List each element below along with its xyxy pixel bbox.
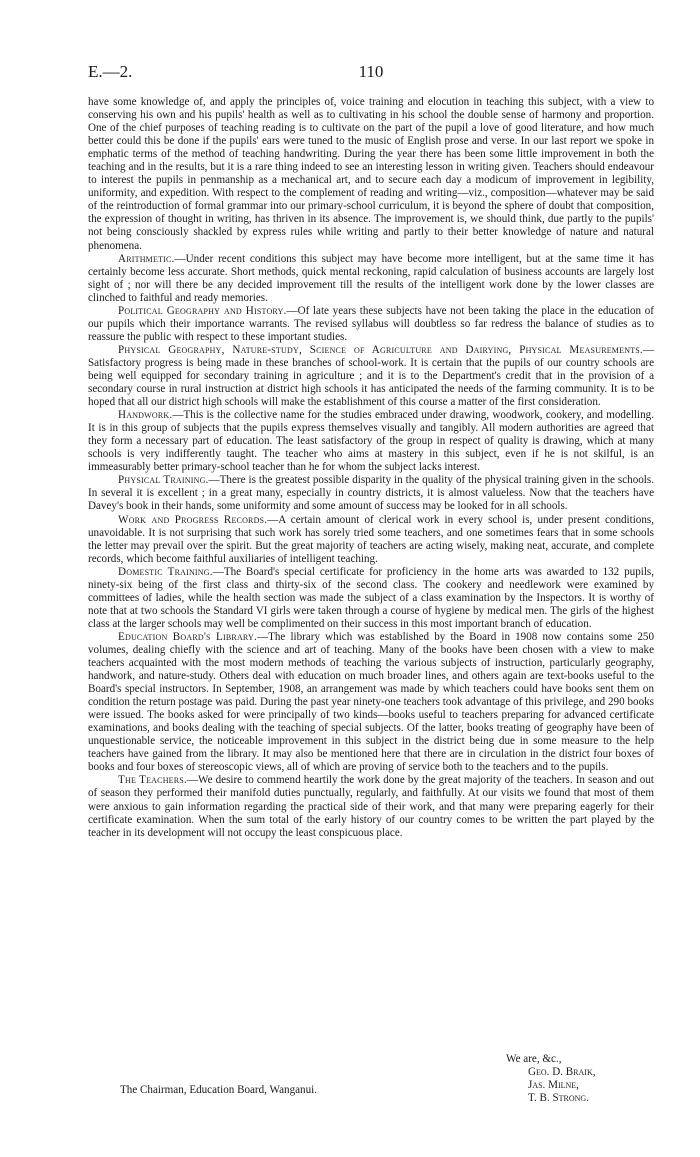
signatory: Geo. D. Braik, (528, 1066, 596, 1078)
paragraph-heading: Work and Progress Records. (118, 513, 268, 526)
paragraph-text: —A certain amount of clerical work in every school is, under present conditions, unavoidable. It is not surprising that such work has sorely tried some teachers, and one sometimes fears that in some schools the letter may prevail over the spirit. But the great majority of teachers are acting wisely, making neat, accurate, and complete records, which become faithful auxiliaries of intelligent teaching. (88, 513, 654, 565)
paragraph-reading-writing (88, 96, 654, 253)
paragraph-arithmetic (88, 253, 654, 305)
page-header (88, 62, 654, 86)
page-number: 110 (358, 62, 384, 81)
paragraph-handwork (88, 409, 654, 474)
paragraph-text: —There is the greatest possible disparity in the quality of the physical training given in the schools. In several it is excellent ; in a great many, especially in country districts, it is almost valueless. Now that the teachers have Davey's book in their hands, some uniformity and some amount of success may be looked for in all schools. (88, 474, 654, 513)
paragraph-physical-training (88, 474, 654, 513)
addressee: The Chairman, Education Board, Wanganui. (120, 1084, 317, 1096)
paragraph-text: —This is the collective name for the studies embraced under drawing, woodwork, cookery, and modelling. It is in this group of subjects that the pupils express themselves visually and tangibly. All modern authorities are agreed that they form a necessary part of education. The least satisfactory of the group in respect of quality is drawing, which at many schools is very indifferently taught. The teacher who aims at mastery in this subject, even if he is not skilful, is an immeasurably better primary-school teacher than he for whom the subject lacks interest. (88, 409, 654, 474)
paragraph-geography-history (88, 305, 654, 344)
paragraph-text: —Under recent conditions this subject may have become more intelligent, but at the same time it has certainly become less accurate. Short methods, quick mental reckoning, rapid calculation of business accounts are largely lost sight of ; nor will there be any decided improvement till the results of the intelligent work done by the lower classes are clinched to faithful and ready memories. (88, 252, 654, 304)
paragraph-text: —We desire to commend heartily the work done by the great majority of the teachers. In season and out of season they performed their manifold duties punctually, regularly, and faithfully. At our visits we found that most of them were anxious to gain information regarding the practical side of their work, and that many were preparing eagerly for their certificate examination. When the sum total of the early history of our country comes to be written the part played by the teacher in its development will not occupy the least conspicuous place. (88, 774, 654, 839)
paragraph-text: —The library which was established by the Board in 1908 now contains some 250 volumes, dealing chiefly with the science and art of teaching. Many of the books have been chosen with a view to make teachers acquainted with the most modern methods of teaching the various subjects of instruction, particularly geography, handwork, and nature-study. Others deal with education on much broader lines, and others again are text-books useful to the Board's special instructors. In September, 1908, an arrangement was made by which teachers could have books sent them on condition the return postage was paid. During the past year ninety-one teachers took advantage of this privilege, and 290 books were issued. The books asked for were principally of two kinds—books useful to teachers preparing for advanced certificate examinations, and books dealing with the teaching of special subjects. Of the latter, books treating of geography have been of unquestionable service, the noticeable improvement in this subject in the district being due in some measure to the help teachers have gained from the library. It may also be mentioned here that there are in circulation in the district four boxes of books and four boxes of stereoscopic views, all of which are proving of service both to the teachers and to the pupils. (88, 630, 654, 774)
signatory: T. B. Strong. (528, 1092, 589, 1104)
paragraph-text: have some knowledge of, and apply the principles of, voice training and elocution in teaching this subject, with a view to conserving his own and his pupils' health as well as to cultivating in his school the double sense of harmony and proportion. One of the chief purposes of teaching reading is to cultivate on the part of the pupil a love of good literature, and how much better could this be done if the pupils' ears were tuned to the music of English prose and verse. In our last report we spoke in emphatic terms of the method of teaching handwriting. During the year there has been some little improvement in both the teaching and in the results, but it is a rare thing indeed to see an interesting lesson in writing given. Teachers should endeavour to interest the pupils in penmanship as a mechanical art, and to secure each day a modicum of improvement in legibility, uniformity, and expedition. With respect to the complement of reading and writing—viz., composition—whatever may be said of the reintroduction of formal grammar into our primary-school curriculum, it is beyond the sphere of doubt that composition, the expression of thought in writing, has thriven in its absence. The improvement is, we should think, due partly to the pupils' not being consciously shackled by express rules while writing and partly to their better knowledge of nature and natural phenomena. (88, 96, 654, 252)
paragraph-teachers (88, 774, 654, 839)
paragraph-heading: Political Geography and History. (118, 304, 287, 317)
paragraph-heading: Domestic Training. (118, 565, 213, 578)
paragraph-heading: Physical Geography, Nature-study, Science of Agriculture and Dairying, Physical Measurements. (118, 343, 643, 356)
paragraph-text: —Of late years these subjects have not been taking the place in the education of our pupils which their importance warrants. The revised syllabus will doubtless so far redress the balance of studies as to reassure the public with respect to these important studies. (88, 304, 655, 343)
paragraph-physical-geography (88, 344, 654, 409)
paragraph-heading: Arithmetic. (118, 252, 175, 265)
paragraph-domestic-training (88, 566, 654, 631)
letter-closing (88, 1053, 654, 1113)
paragraph-heading: The Teachers. (118, 774, 187, 787)
paragraph-heading: Education Board's Library. (118, 630, 257, 643)
paragraph-text: —The Board's special certificate for proficiency in the home arts was awarded to 132 pupils, ninety-six being of the first class and thirty-six of the second class. The cookery and needlework were examined by committees of ladies, while the health section was made the subject of a class examination by the Inspectors. It is worthy of note that at two schools the Standard VI girls were taken through a course of hygiene by medical men. The girls of the highest class at the larger schools may well be complimented on their success in this most important branch of education. (88, 565, 654, 630)
paragraph-heading: Physical Training. (118, 474, 209, 487)
signatory: Jas. Milne, (528, 1079, 579, 1091)
report-reference: E.—2. (88, 62, 133, 81)
salutation: We are, &c., (506, 1053, 562, 1065)
paragraph-heading: Handwork. (118, 409, 173, 422)
report-body (88, 96, 654, 840)
paragraph-text: —Satisfactory progress is being made in these branches of school-work. It is certain that the pupils of our country schools are being well equipped for secondary training in agriculture ; and it is to the Department's credit that in the provision of a secondary course in rural instruction at district high schools it has anticipated the needs of the farming community. It is to be hoped that all our district high schools will make the establishment of this course a matter of the first consideration. (88, 343, 654, 409)
paragraph-library (88, 631, 654, 775)
paragraph-work-records (88, 514, 654, 566)
